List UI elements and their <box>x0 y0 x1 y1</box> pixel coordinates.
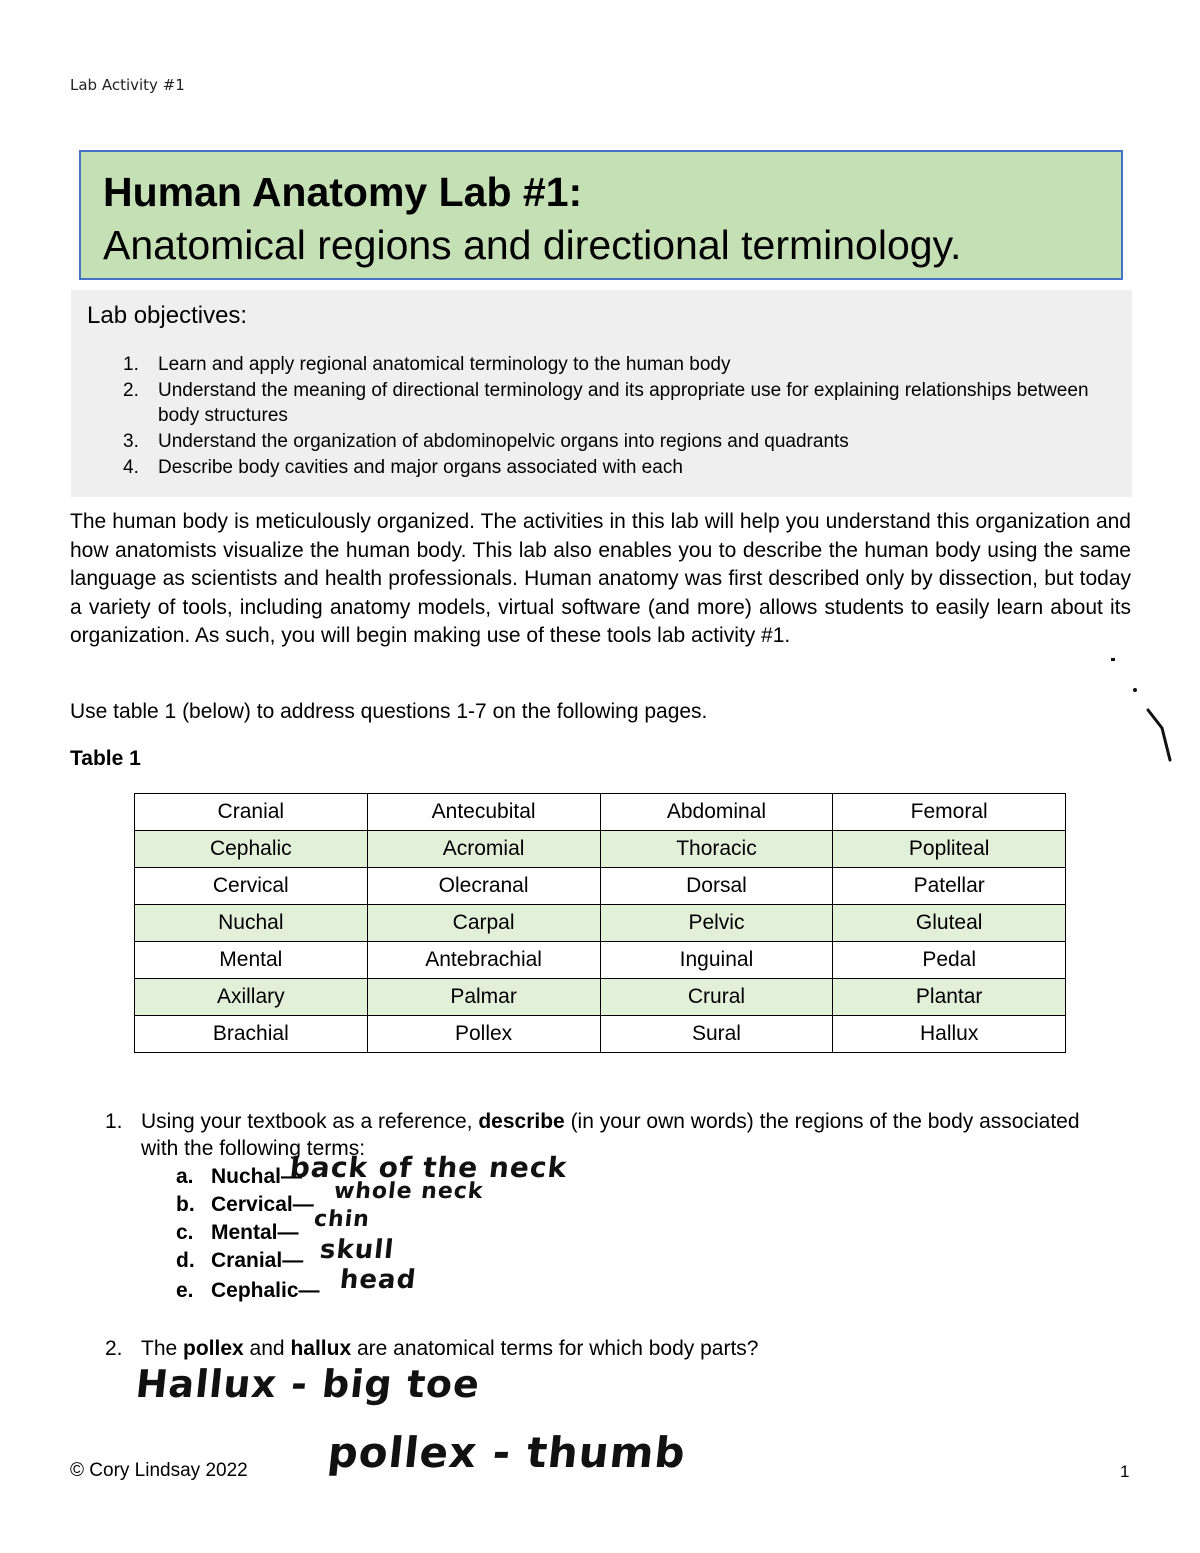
table-cell: Acromial <box>367 831 600 868</box>
question-number: 2. <box>105 1337 123 1360</box>
question-text: Using your textbook as a reference, <box>141 1110 479 1133</box>
table-cell: Olecranal <box>367 868 600 905</box>
table-cell: Carpal <box>367 905 600 942</box>
table-cell: Cranial <box>135 794 368 831</box>
table-row <box>135 794 1066 831</box>
question-emphasis: describe <box>478 1110 565 1133</box>
regions-table <box>134 793 1066 1053</box>
q1-item-letter: a. <box>176 1165 194 1188</box>
objective-number: 1. <box>123 354 139 375</box>
q1-item <box>176 1191 314 1219</box>
objectives-box <box>71 290 1132 497</box>
table-row <box>135 905 1066 942</box>
footer-copyright: © Cory Lindsay 2022 <box>70 1460 248 1481</box>
objectives-heading: Lab objectives: <box>87 302 248 329</box>
table-cell: Thoracic <box>600 831 833 868</box>
objective-number: 2. <box>123 380 139 401</box>
question-text: (in your own words) the regions of the body associated with the following terms: <box>141 1110 1080 1160</box>
objective-number: 4. <box>123 457 139 478</box>
question-number: 1. <box>105 1110 123 1133</box>
question-emphasis: pollex <box>183 1337 244 1360</box>
table-cell: Cephalic <box>135 831 368 868</box>
objective-text: Understand the meaning of directional terminology and its appropriate use for explaining relationships between body structures <box>158 380 1089 426</box>
intro-paragraph: The human body is meticulously organized. The activities in this lab will help you understand this organization and how anatomists visualize the human body. This lab also enables you to describe the human body using the same language as scientists and health professionals. Human anatomy was first described only by dissection, but today a variety of tools, including anatomy models, virtual software (and more) allows students to easily learn about its organization. As such, you will begin making use of these tools lab activity #1. <box>70 510 1131 647</box>
q1-item-term: Nuchal— <box>211 1165 303 1188</box>
question-2 <box>105 1335 1101 1362</box>
table-cell: Inguinal <box>600 942 833 979</box>
question-text: are anatomical terms for which body parts? <box>351 1337 759 1360</box>
q1-item-term: Cephalic— <box>211 1279 320 1302</box>
table-cell: Patellar <box>833 868 1066 905</box>
table-cell: Popliteal <box>833 831 1066 868</box>
handwritten-answer-hallux: Hallux - big toe <box>133 1362 483 1406</box>
table-cell: Femoral <box>833 794 1066 831</box>
table-instruction: Use table 1 (below) to address questions 1-7 on the following pages. <box>70 700 708 723</box>
objective-number: 3. <box>123 431 139 452</box>
table-cell: Pedal <box>833 942 1066 979</box>
q1-handwritten-answer: whole neck <box>332 1179 485 1204</box>
question-emphasis: hallux <box>290 1337 352 1360</box>
table-row <box>135 868 1066 905</box>
objective-item <box>87 352 1118 377</box>
q1-handwritten-answer: head <box>338 1265 418 1295</box>
question-text: The <box>141 1337 184 1360</box>
q1-item <box>176 1219 299 1247</box>
table-cell: Hallux <box>833 1016 1066 1053</box>
table-cell: Crural <box>600 979 833 1016</box>
q1-item-letter: b. <box>176 1193 195 1216</box>
table-row <box>135 831 1066 868</box>
table-cell: Sural <box>600 1016 833 1053</box>
stray-pen-marks <box>1090 650 1190 770</box>
q1-item <box>176 1163 302 1191</box>
question-text: and <box>243 1337 291 1360</box>
table-row <box>135 942 1066 979</box>
table-cell: Brachial <box>135 1016 368 1053</box>
table-cell: Palmar <box>367 979 600 1016</box>
table-row <box>135 1016 1066 1053</box>
q1-item <box>176 1277 320 1305</box>
table-cell: Cervical <box>135 868 368 905</box>
objective-item <box>87 455 1118 480</box>
table-cell: Mental <box>135 942 368 979</box>
q1-handwritten-answer: skull <box>318 1235 396 1265</box>
objective-text: Understand the organization of abdominopelvic organs into regions and quadrants <box>158 431 849 452</box>
table-cell: Nuchal <box>135 905 368 942</box>
table-cell: Dorsal <box>600 868 833 905</box>
q1-item-term: Cranial— <box>211 1249 304 1272</box>
objective-text: Describe body cavities and major organs associated with each <box>158 457 683 478</box>
table-cell: Gluteal <box>833 905 1066 942</box>
table-cell: Abdominal <box>600 794 833 831</box>
objective-text: Learn and apply regional anatomical terminology to the human body <box>158 354 731 375</box>
objective-item <box>87 378 1118 428</box>
footer-page-number: 1 <box>1120 1462 1130 1481</box>
table-cell: Antecubital <box>367 794 600 831</box>
table-cell: Pelvic <box>600 905 833 942</box>
q1-item-term: Cervical— <box>211 1193 314 1216</box>
table-cell: Plantar <box>833 979 1066 1016</box>
q1-item-term: Mental— <box>211 1221 299 1244</box>
handwritten-answer-pollex: pollex - thumb <box>325 1428 689 1477</box>
q1-handwritten-answer: chin <box>312 1207 372 1232</box>
q1-handwritten-answer: back of the neck <box>288 1151 570 1184</box>
table-cell: Pollex <box>367 1016 600 1053</box>
objective-item <box>87 429 1118 454</box>
table-row <box>135 979 1066 1016</box>
q1-item-letter: d. <box>176 1249 195 1272</box>
objectives-list <box>87 352 1132 480</box>
q1-item <box>176 1247 303 1275</box>
table-cell: Antebrachial <box>367 942 600 979</box>
table-label: Table 1 <box>70 747 141 770</box>
q1-item-letter: c. <box>176 1221 194 1244</box>
running-header: Lab Activity #1 <box>70 76 185 94</box>
title-main: Human Anatomy Lab #1: <box>103 169 583 215</box>
table-cell: Axillary <box>135 979 368 1016</box>
title-subtitle: Anatomical regions and directional terminology. <box>103 222 962 268</box>
title-banner <box>79 150 1123 280</box>
q1-item-letter: e. <box>176 1279 194 1302</box>
question-1 <box>105 1108 1101 1162</box>
